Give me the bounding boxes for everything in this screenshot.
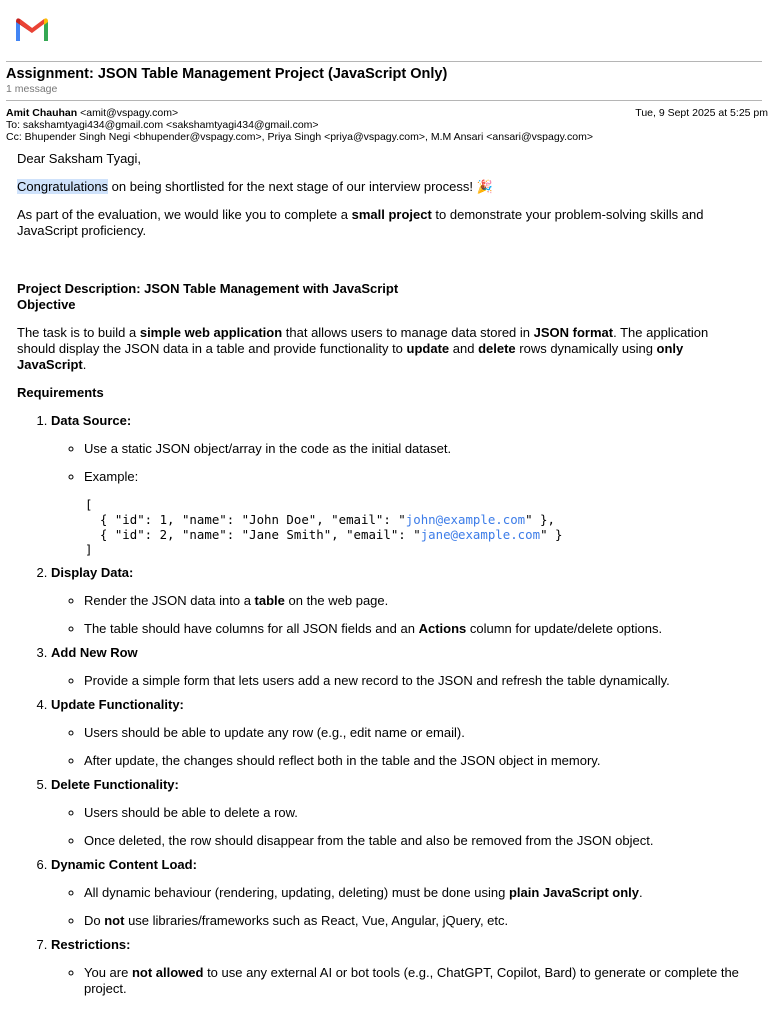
bullet-item: ◦ Use a static JSON object/array in the code as the initial dataset. <box>84 441 745 457</box>
requirement-item <box>51 777 745 849</box>
requirement-bullets <box>51 593 745 637</box>
email-subject: Assignment: JSON Table Management Project (JavaScript Only) <box>6 66 448 82</box>
greeting: Dear Saksham Tyagi, <box>17 151 142 166</box>
gmail-logo-icon <box>14 16 50 42</box>
requirements-list <box>17 413 745 997</box>
bullet-item: ◦ Render the JSON data into a table on the web page. <box>84 593 745 609</box>
highlighted-word: Congratulations <box>17 179 109 194</box>
bullet-item: ◦ Do not use libraries/frameworks such as React, Vue, Angular, jQuery, etc. <box>84 913 745 929</box>
bullet-item: ◦ All dynamic behaviour (rendering, updating, deleting) must be done using plain JavaScript only. <box>84 885 745 901</box>
message-count: 1 message <box>6 83 58 95</box>
requirement-title: Restrictions: <box>51 937 131 952</box>
bullet-item: ◦ Once deleted, the row should disappear from the table and also be removed from the JSON object. <box>84 833 745 849</box>
sender-name: Amit Chauhan <box>6 107 78 119</box>
requirement-bullets <box>51 441 745 485</box>
cc-line: Cc: Bhupender Singh Negi <bhupender@vspagy.com>, Priya Singh <priya@vspagy.com>, M.M Ansari <ansari@vspagy.com> <box>6 131 594 143</box>
divider <box>6 61 762 62</box>
requirement-title: Dynamic Content Load: <box>51 857 197 872</box>
requirement-bullets <box>51 965 745 997</box>
requirement-item <box>51 645 745 689</box>
bullet-item: ◦ You are not allowed to use any external AI or bot tools (e.g., ChatGPT, Copilot, Bard) to generate or complete the project. <box>84 965 745 997</box>
sender-email: <amit@vspagy.com> <box>80 107 179 119</box>
requirement-item <box>51 413 745 557</box>
requirement-item <box>51 565 745 637</box>
requirement-item <box>51 857 745 929</box>
requirement-bullets <box>51 673 745 689</box>
congrats-paragraph: Congratulations on being shortlisted for the next stage of our interview process! 🎉 <box>17 179 493 194</box>
requirement-title: Data Source: <box>51 413 132 428</box>
requirements-heading: Requirements <box>17 385 104 400</box>
bullet-item: ◦ Provide a simple form that lets users add a new record to the JSON and refresh the table dynamically. <box>84 673 745 689</box>
requirement-bullets <box>51 805 745 849</box>
objective-heading: Objective <box>17 297 76 312</box>
requirement-title: Delete Functionality: <box>51 777 179 792</box>
bullet-item: ◦ Users should be able to update any row (e.g., edit name or email). <box>84 725 745 741</box>
requirement-item <box>51 937 745 997</box>
to-line: To: sakshamtyagi434@gmail.com <sakshamtyagi434@gmail.com> <box>6 119 319 131</box>
objective-paragraph: The task is to build a simple web application that allows users to manage data stored in JSON format. The application should display the JSON data in a table and provide functionality to update and delete rows dynamically using only JavaScript. <box>17 325 709 372</box>
requirement-title: Display Data: <box>51 565 134 580</box>
project-description-heading: Project Description: JSON Table Management with JavaScript <box>17 281 399 296</box>
requirement-title: Update Functionality: <box>51 697 184 712</box>
bullet-item: ◦ After update, the changes should reflect both in the table and the JSON object in memory. <box>84 753 745 769</box>
divider <box>6 100 762 101</box>
requirement-title: Add New Row <box>51 645 138 660</box>
sender-line <box>6 107 178 119</box>
requirement-bullets <box>51 725 745 769</box>
evaluation-paragraph: As part of the evaluation, we would like you to complete a small project to demonstrate your problem-solving skills and JavaScript proficiency. <box>17 207 704 238</box>
email-date: Tue, 9 Sept 2025 at 5:25 pm <box>635 107 768 119</box>
email-link[interactable]: jane@example.com <box>420 527 541 542</box>
email-body <box>17 151 745 1005</box>
email-link[interactable]: john@example.com <box>405 512 526 527</box>
bullet-item: ◦ Example: <box>84 469 745 485</box>
requirement-item <box>51 697 745 769</box>
requirement-bullets <box>51 885 745 929</box>
bullet-item: ◦ Users should be able to delete a row. <box>84 805 745 821</box>
bullet-item: ◦ The table should have columns for all JSON fields and an Actions column for update/delete options. <box>84 621 745 637</box>
code-block: [ { "id": 1, "name": "John Doe", "email": "john@example.com" }, { "id": 2, "name": "Jane Smith", "email": "jane@example.com" } ] <box>85 497 563 557</box>
